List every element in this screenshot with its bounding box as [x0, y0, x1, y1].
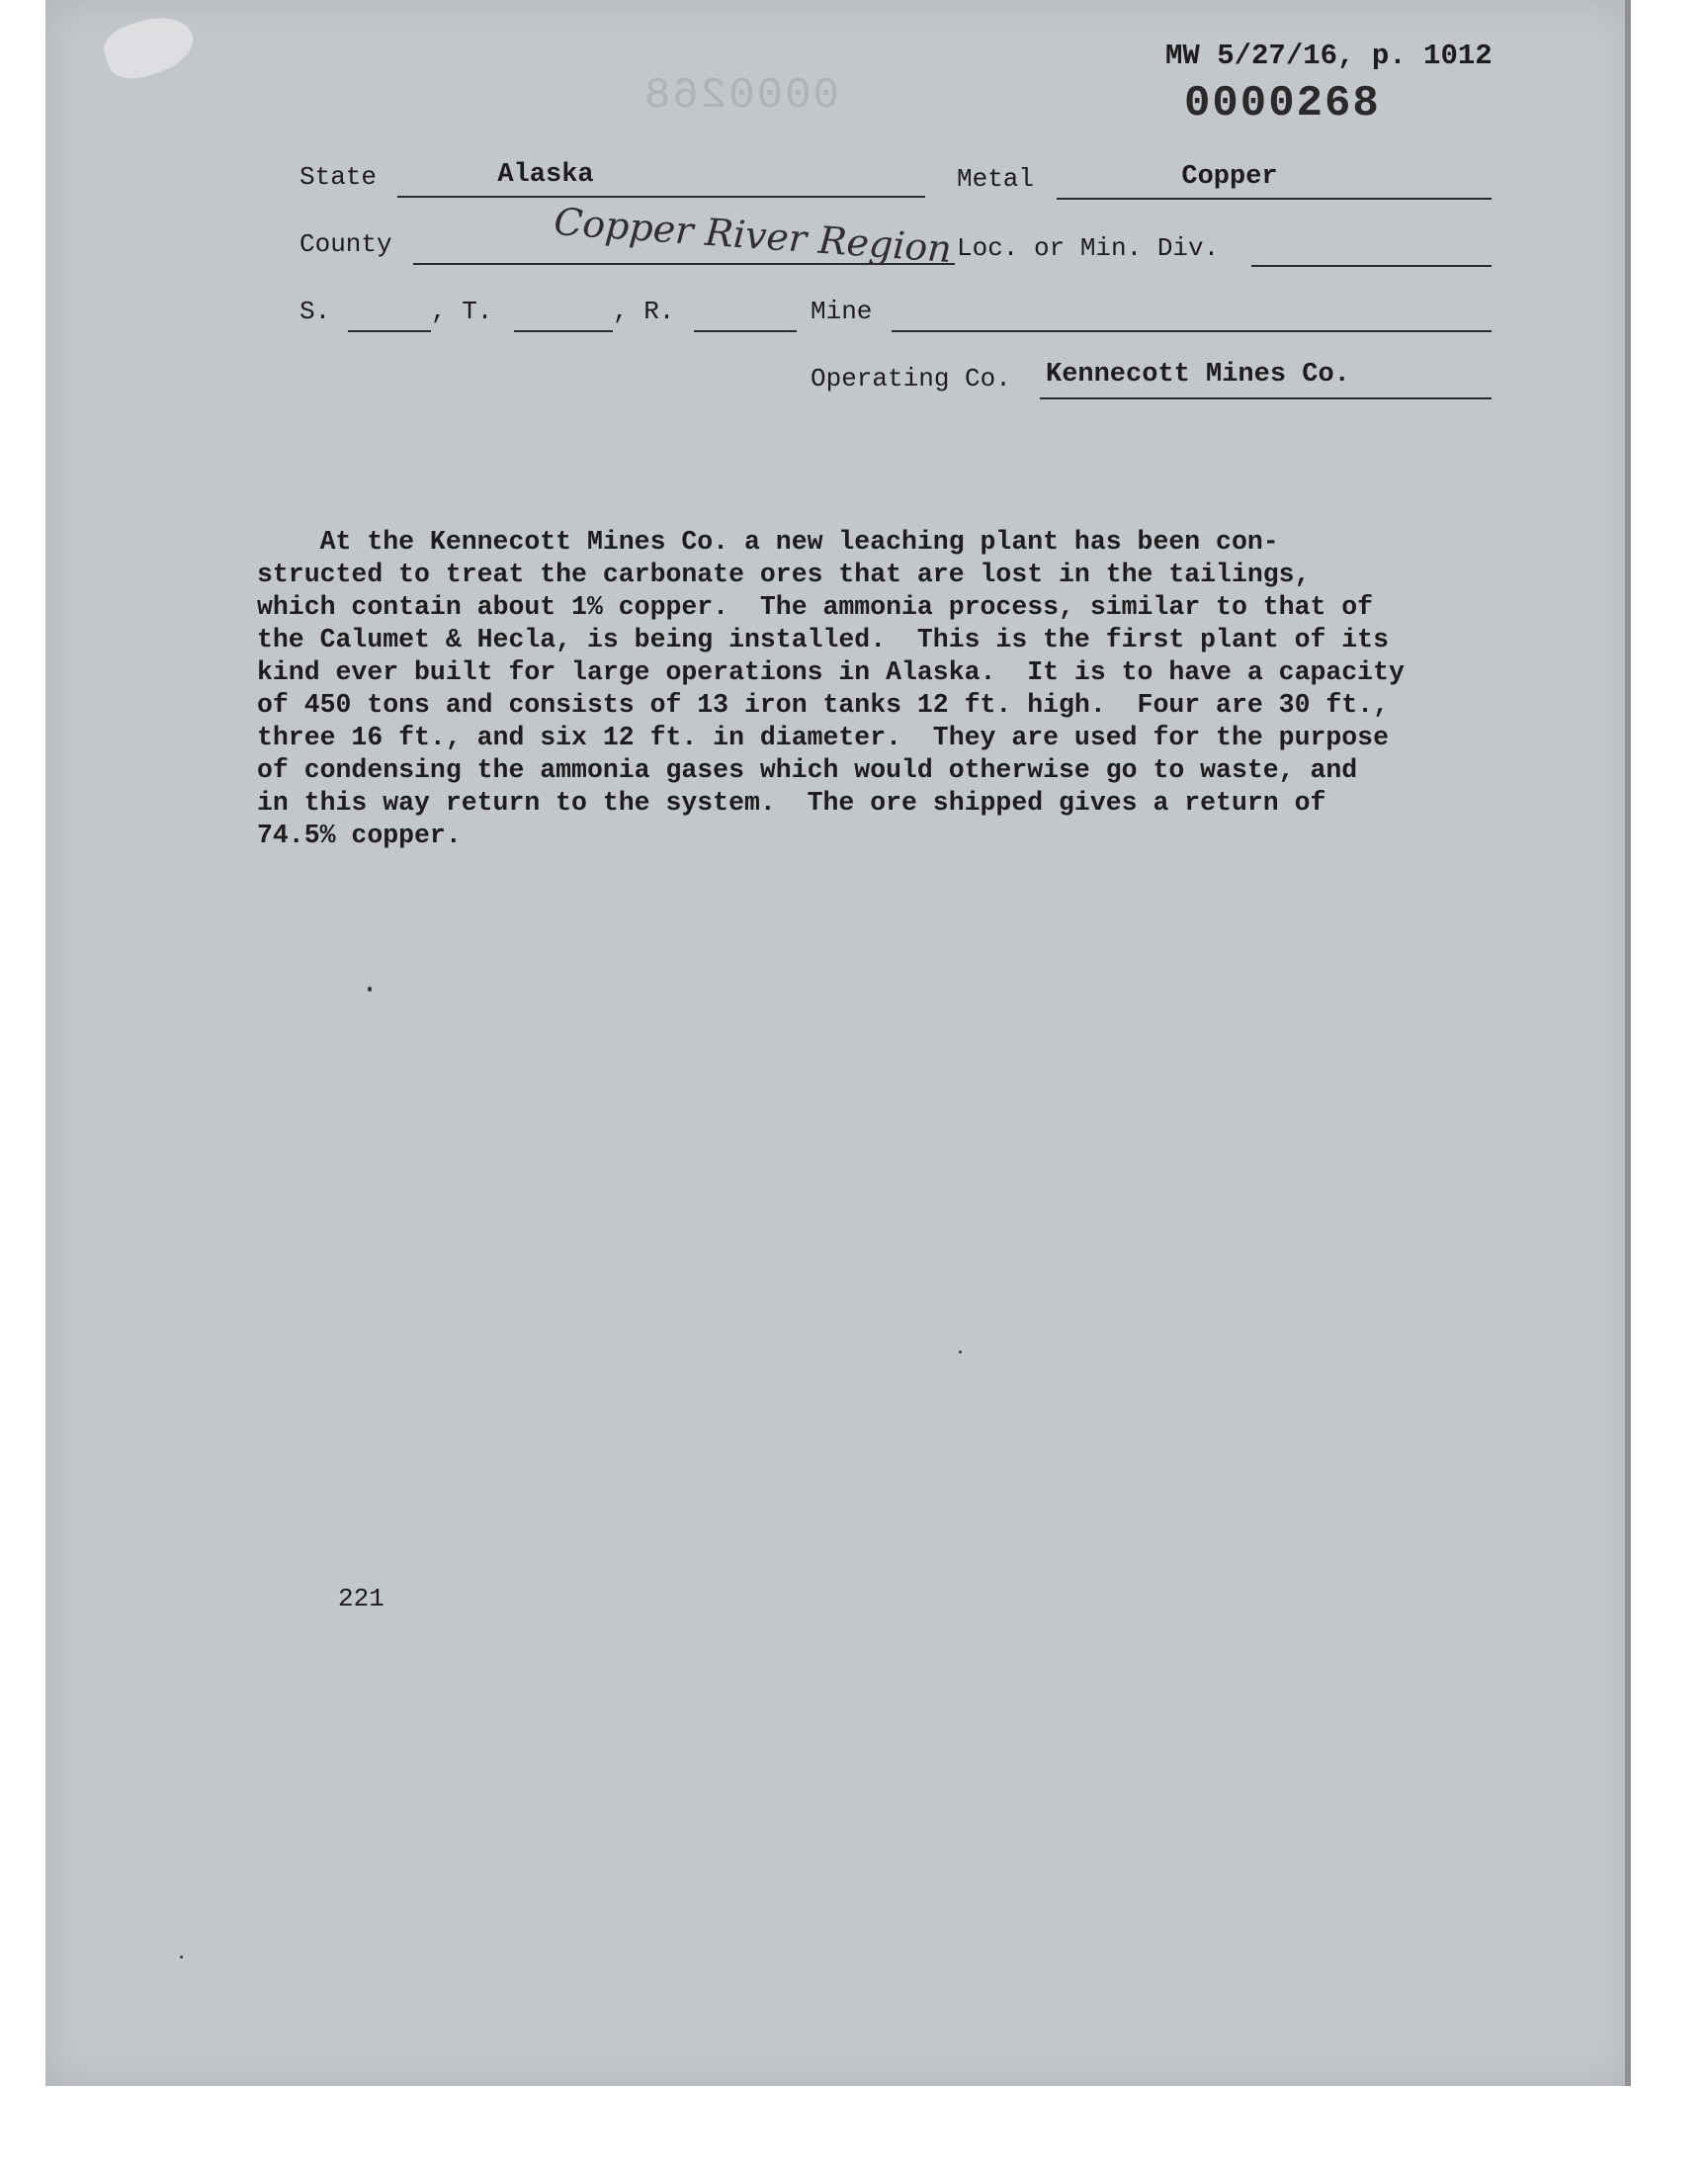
ink-speck — [959, 1350, 962, 1353]
loc-min-div-underline — [1251, 265, 1492, 267]
document-page — [45, 0, 1631, 2086]
body-line: of condensing the ammonia gases which would otherwise go to waste, and — [257, 755, 1358, 785]
body-line: At the Kennecott Mines Co. a new leaching plant has been con- — [257, 527, 1279, 557]
body-line: three 16 ft., and six 12 ft. in diameter. They are used for the purpose — [257, 723, 1389, 752]
loc-min-div-label: Loc. or Min. Div. — [957, 233, 1220, 263]
range-underline — [694, 330, 797, 332]
body-line: which contain about 1% copper. The ammonia process, similar to that of — [257, 592, 1374, 622]
township-underline — [514, 330, 613, 332]
bleed-through-stamp: 0000268 — [642, 71, 839, 121]
body-line: kind ever built for large operations in Alaska. It is to have a capacity — [257, 657, 1405, 687]
body-line: in this way return to the system. The ore shipped gives a return of — [257, 788, 1326, 818]
section-underline — [348, 330, 431, 332]
county-label: County — [299, 229, 392, 259]
page-number: 221 — [338, 1584, 384, 1613]
body-line: of 450 tons and consists of 13 iron tanks 12 ft. high. Four are 30 ft., — [257, 690, 1389, 720]
paper-tear-mark — [99, 7, 201, 86]
mine-label: Mine — [811, 297, 873, 326]
state-underline — [397, 196, 925, 198]
ink-speck — [180, 1956, 183, 1958]
operating-company-underline — [1040, 397, 1492, 399]
body-line: the Calumet & Hecla, is being installed. This is the first plant of its — [257, 625, 1389, 654]
reference-citation: MW 5/27/16, p. 1012 — [1165, 40, 1493, 72]
metal-value: Copper — [1181, 162, 1278, 192]
section-label: S. — [299, 297, 331, 326]
county-handwritten-value: Copper River Region — [552, 199, 954, 272]
metal-underline — [1057, 198, 1492, 200]
state-value: Alaska — [497, 160, 594, 190]
document-stamp-number: 0000268 — [1184, 79, 1381, 129]
body-paragraph — [257, 526, 1483, 852]
page-edge-shadow — [1625, 0, 1631, 2086]
range-label: , R. — [613, 297, 675, 326]
operating-company-value: Kennecott Mines Co. — [1046, 360, 1350, 390]
body-line: structed to treat the carbonate ores that are lost in the tailings, — [257, 560, 1311, 589]
mine-underline — [892, 330, 1492, 332]
state-label: State — [299, 162, 378, 192]
body-line: 74.5% copper. — [257, 821, 462, 850]
operating-company-label: Operating Co. — [811, 364, 1011, 393]
ink-speck — [368, 987, 372, 992]
metal-label: Metal — [957, 164, 1035, 194]
township-label: , T. — [431, 297, 493, 326]
